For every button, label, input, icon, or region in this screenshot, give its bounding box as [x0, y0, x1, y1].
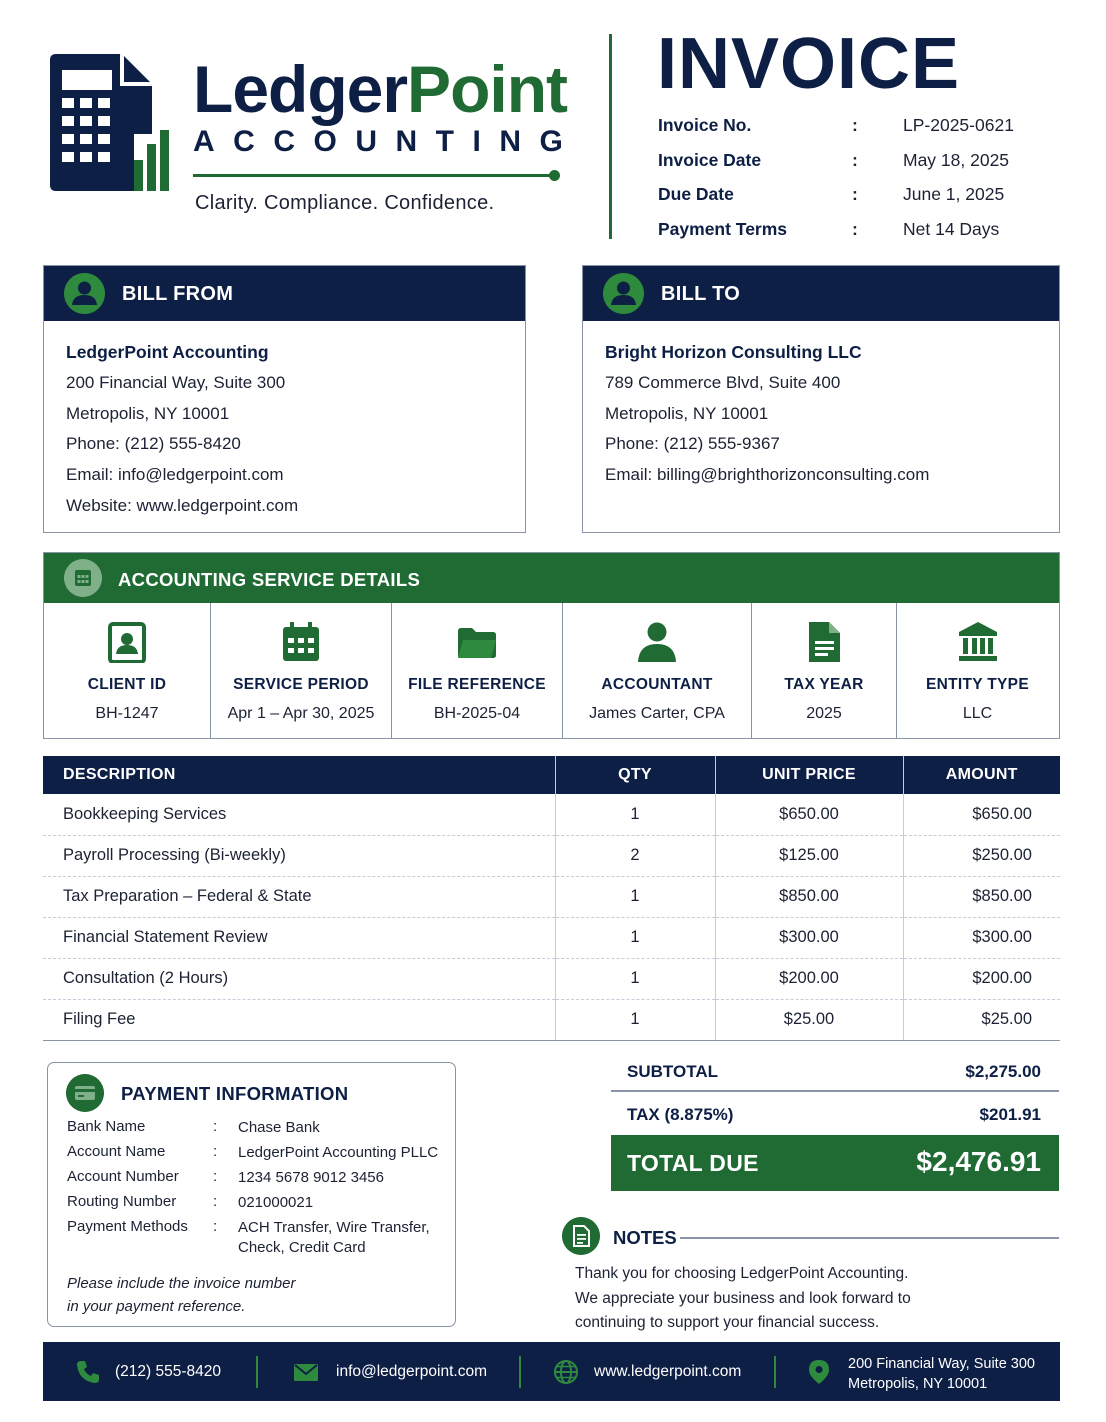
- invoice-title: INVOICE: [657, 24, 961, 104]
- bill-to-line: Phone: (212) 555-9367: [605, 434, 780, 454]
- meta-value: LP-2025-0621: [903, 115, 1014, 135]
- footer-address: [808, 1342, 1058, 1401]
- brand-underline-dot: [549, 170, 560, 181]
- email-icon: [293, 1359, 319, 1385]
- meta-label: Invoice Date: [658, 149, 762, 170]
- notes-body: [575, 1262, 911, 1336]
- folder-icon: [456, 621, 498, 663]
- bill-to-line: Email: billing@brighthorizonconsulting.com: [605, 465, 930, 485]
- cell-qty: 1: [555, 917, 715, 958]
- bill-from-title: BILL FROM: [122, 283, 234, 305]
- service-value: LLC: [962, 705, 993, 722]
- brand-subtitle: ACCOUNTING: [193, 125, 582, 158]
- header-divider: [609, 34, 612, 239]
- brand-name: LedgerPoint: [193, 52, 568, 126]
- meta-value: June 1, 2025: [903, 184, 1005, 204]
- service-value: James Carter, CPA: [589, 705, 725, 722]
- payment-value: 021000021: [238, 1194, 314, 1211]
- cell-unit-price: $200.00: [715, 958, 903, 999]
- cell-description: Tax Preparation – Federal & State: [43, 876, 555, 917]
- meta-value: May 18, 2025: [903, 149, 1010, 170]
- calendar-icon: [64, 559, 102, 597]
- document-icon: [803, 621, 845, 663]
- cell-unit-price: $650.00: [715, 794, 903, 835]
- service-value: Apr 1 – Apr 30, 2025: [227, 705, 375, 722]
- total-due-label: TOTAL DUE: [627, 1150, 759, 1176]
- meta-label: Payment Terms: [658, 218, 788, 239]
- brand-block: [193, 52, 582, 214]
- footer-phone[interactable]: [75, 1342, 275, 1401]
- column-header-unit-price: UNIT PRICE: [715, 756, 903, 794]
- calculator-logo-icon: [48, 50, 172, 195]
- total-due-bar: [611, 1135, 1059, 1191]
- notes-divider: [680, 1237, 1059, 1239]
- credit-card-icon: [66, 1074, 104, 1112]
- table-row: [43, 876, 1060, 917]
- bill-to-header: [583, 266, 1059, 321]
- subtotal-value: $2,275.00: [965, 1062, 1041, 1081]
- service-label: ENTITY TYPE: [926, 676, 1029, 693]
- cell-qty: 1: [555, 876, 715, 917]
- bill-from-line: Phone: (212) 555-8420: [66, 434, 241, 454]
- payment-value: 1234 5678 9012 3456: [238, 1169, 384, 1186]
- cell-amount: $850.00: [903, 876, 1060, 917]
- cell-qty: 1: [555, 958, 715, 999]
- column-header-qty: QTY: [555, 756, 715, 794]
- table-row: [43, 917, 1060, 958]
- bill-from-line: 200 Financial Way, Suite 300: [66, 372, 286, 392]
- calendar-icon: [280, 621, 322, 663]
- notes-line: We appreciate your business and look forward to: [575, 1289, 911, 1307]
- location-pin-icon: [808, 1359, 830, 1385]
- payment-information-title: PAYMENT INFORMATION: [121, 1083, 349, 1104]
- footer-website[interactable]: [553, 1342, 773, 1401]
- payment-label: Account Name: [67, 1143, 166, 1160]
- footer-separator: [519, 1356, 521, 1388]
- meta-value: Net 14 Days: [903, 218, 1000, 239]
- payment-note: Please include the invoice number in your payment reference.: [67, 1275, 296, 1315]
- bill-from-line: Metropolis, NY 10001: [66, 403, 230, 423]
- table-row: [43, 794, 1060, 835]
- meta-label: Due Date: [658, 184, 734, 204]
- column-header-amount: AMOUNT: [903, 756, 1060, 794]
- brand-underline: [193, 174, 555, 177]
- cell-amount: $25.00: [903, 999, 1060, 1040]
- line-items-table: [43, 756, 1060, 1041]
- bill-to-title: BILL TO: [661, 283, 741, 305]
- footer-separator: [774, 1356, 776, 1388]
- cell-amount: $300.00: [903, 917, 1060, 958]
- payment-value: ACH Transfer, Wire Transfer, Check, Credit Card: [238, 1219, 430, 1256]
- footer-phone-text: (212) 555-8420: [115, 1363, 221, 1380]
- total-due-value: $2,476.91: [916, 1146, 1041, 1177]
- cell-description: Consultation (2 Hours): [43, 958, 555, 999]
- payment-information-box: PAYMENT INFORMATION Bank Name : Chase Bank Account Name : LedgerPoint Accounting PLLC Account Number : 1234 5678 9012 3456 Routing Number : 021000021 Payment Methods : ACH Transfer, Wire Transfer, Check, Credit Card Please include the invoice number in your payment reference.: [47, 1062, 456, 1327]
- footer-email[interactable]: [293, 1342, 513, 1401]
- cell-description: Bookkeeping Services: [43, 794, 555, 835]
- service-label: SERVICE PERIOD: [233, 676, 369, 693]
- column-header-description: DESCRIPTION: [43, 756, 555, 794]
- cell-qty: 2: [555, 835, 715, 876]
- cell-amount: $200.00: [903, 958, 1060, 999]
- service-cell-entity-type: [897, 603, 1058, 738]
- globe-icon: [553, 1359, 579, 1385]
- bill-from-box: [43, 265, 526, 533]
- notes-icon: [562, 1217, 600, 1255]
- service-cell-service-period: [211, 603, 392, 738]
- bill-from-header: [44, 266, 525, 321]
- bill-to-line: 789 Commerce Blvd, Suite 400: [605, 372, 841, 392]
- notes-title: NOTES: [613, 1227, 677, 1248]
- id-card-icon: [106, 621, 148, 663]
- service-cell-accountant: [563, 603, 752, 738]
- cell-description: Filing Fee: [43, 999, 555, 1040]
- cell-unit-price: $25.00: [715, 999, 903, 1040]
- payment-value: Chase Bank: [238, 1119, 320, 1136]
- footer-website-text: www.ledgerpoint.com: [594, 1363, 742, 1380]
- service-details: [43, 552, 1060, 739]
- payment-label: Payment Methods: [67, 1218, 188, 1235]
- service-cell-file-reference: [392, 603, 563, 738]
- subtotal-label: SUBTOTAL: [627, 1062, 718, 1081]
- notes-line: continuing to support your financial success.: [575, 1314, 880, 1331]
- service-value: BH-2025-04: [433, 705, 521, 722]
- cell-unit-price: $300.00: [715, 917, 903, 958]
- payment-value: LedgerPoint Accounting PLLC: [238, 1144, 439, 1161]
- brand-tagline: Clarity. Compliance. Confidence.: [195, 192, 495, 214]
- bill-to-line: Metropolis, NY 10001: [605, 403, 769, 423]
- cell-description: Financial Statement Review: [43, 917, 555, 958]
- table-header-row: [43, 756, 1060, 794]
- cell-qty: 1: [555, 999, 715, 1040]
- phone-icon: [75, 1359, 101, 1385]
- service-label: CLIENT ID: [87, 676, 167, 693]
- service-value: 2025: [806, 705, 842, 722]
- cell-description: Payroll Processing (Bi-weekly): [43, 835, 555, 876]
- bill-to-name: Bright Horizon Consulting LLC: [605, 342, 862, 362]
- payment-label: Account Number: [67, 1168, 179, 1185]
- service-details-title: ACCOUNTING SERVICE DETAILS: [118, 569, 421, 590]
- totals-divider: [611, 1090, 1059, 1092]
- payment-label: Routing Number: [67, 1193, 177, 1210]
- service-cell-tax-year: [752, 603, 897, 738]
- bill-to-box: [582, 265, 1060, 533]
- bill-from-line: Website: www.ledgerpoint.com: [66, 495, 299, 515]
- bill-from-name: LedgerPoint Accounting: [66, 342, 269, 362]
- cell-amount: $250.00: [903, 835, 1060, 876]
- bank-icon: [957, 621, 999, 663]
- cell-amount: $650.00: [903, 794, 1060, 835]
- footer-email-text: info@ledgerpoint.com: [336, 1363, 488, 1380]
- table-row: [43, 835, 1060, 876]
- bill-from-line: Email: info@ledgerpoint.com: [66, 465, 284, 485]
- notes-line: Thank you for choosing LedgerPoint Accounting.: [575, 1265, 909, 1282]
- user-avatar-icon: [64, 273, 105, 314]
- service-label: FILE REFERENCE: [408, 676, 546, 693]
- tax-label: TAX (8.875%): [627, 1105, 734, 1124]
- footer-bar: [43, 1342, 1060, 1401]
- cell-unit-price: $850.00: [715, 876, 903, 917]
- meta-label: Invoice No.: [658, 115, 752, 135]
- service-label: TAX YEAR: [784, 676, 864, 693]
- table-row: [43, 958, 1060, 999]
- footer-separator: [256, 1356, 258, 1388]
- service-details-header: [44, 553, 1059, 603]
- cell-qty: 1: [555, 794, 715, 835]
- service-value: BH-1247: [95, 705, 159, 722]
- cell-unit-price: $125.00: [715, 835, 903, 876]
- service-label: ACCOUNTANT: [601, 676, 713, 693]
- payment-label: Bank Name: [67, 1118, 146, 1135]
- service-cell-client-id: [44, 603, 211, 738]
- tax-value: $201.91: [979, 1105, 1041, 1124]
- table-row: [43, 999, 1060, 1040]
- user-avatar-icon: [603, 273, 644, 314]
- footer-address-text: 200 Financial Way, Suite 300 Metropolis, NY 10001: [848, 1356, 1035, 1392]
- person-icon: [636, 621, 678, 663]
